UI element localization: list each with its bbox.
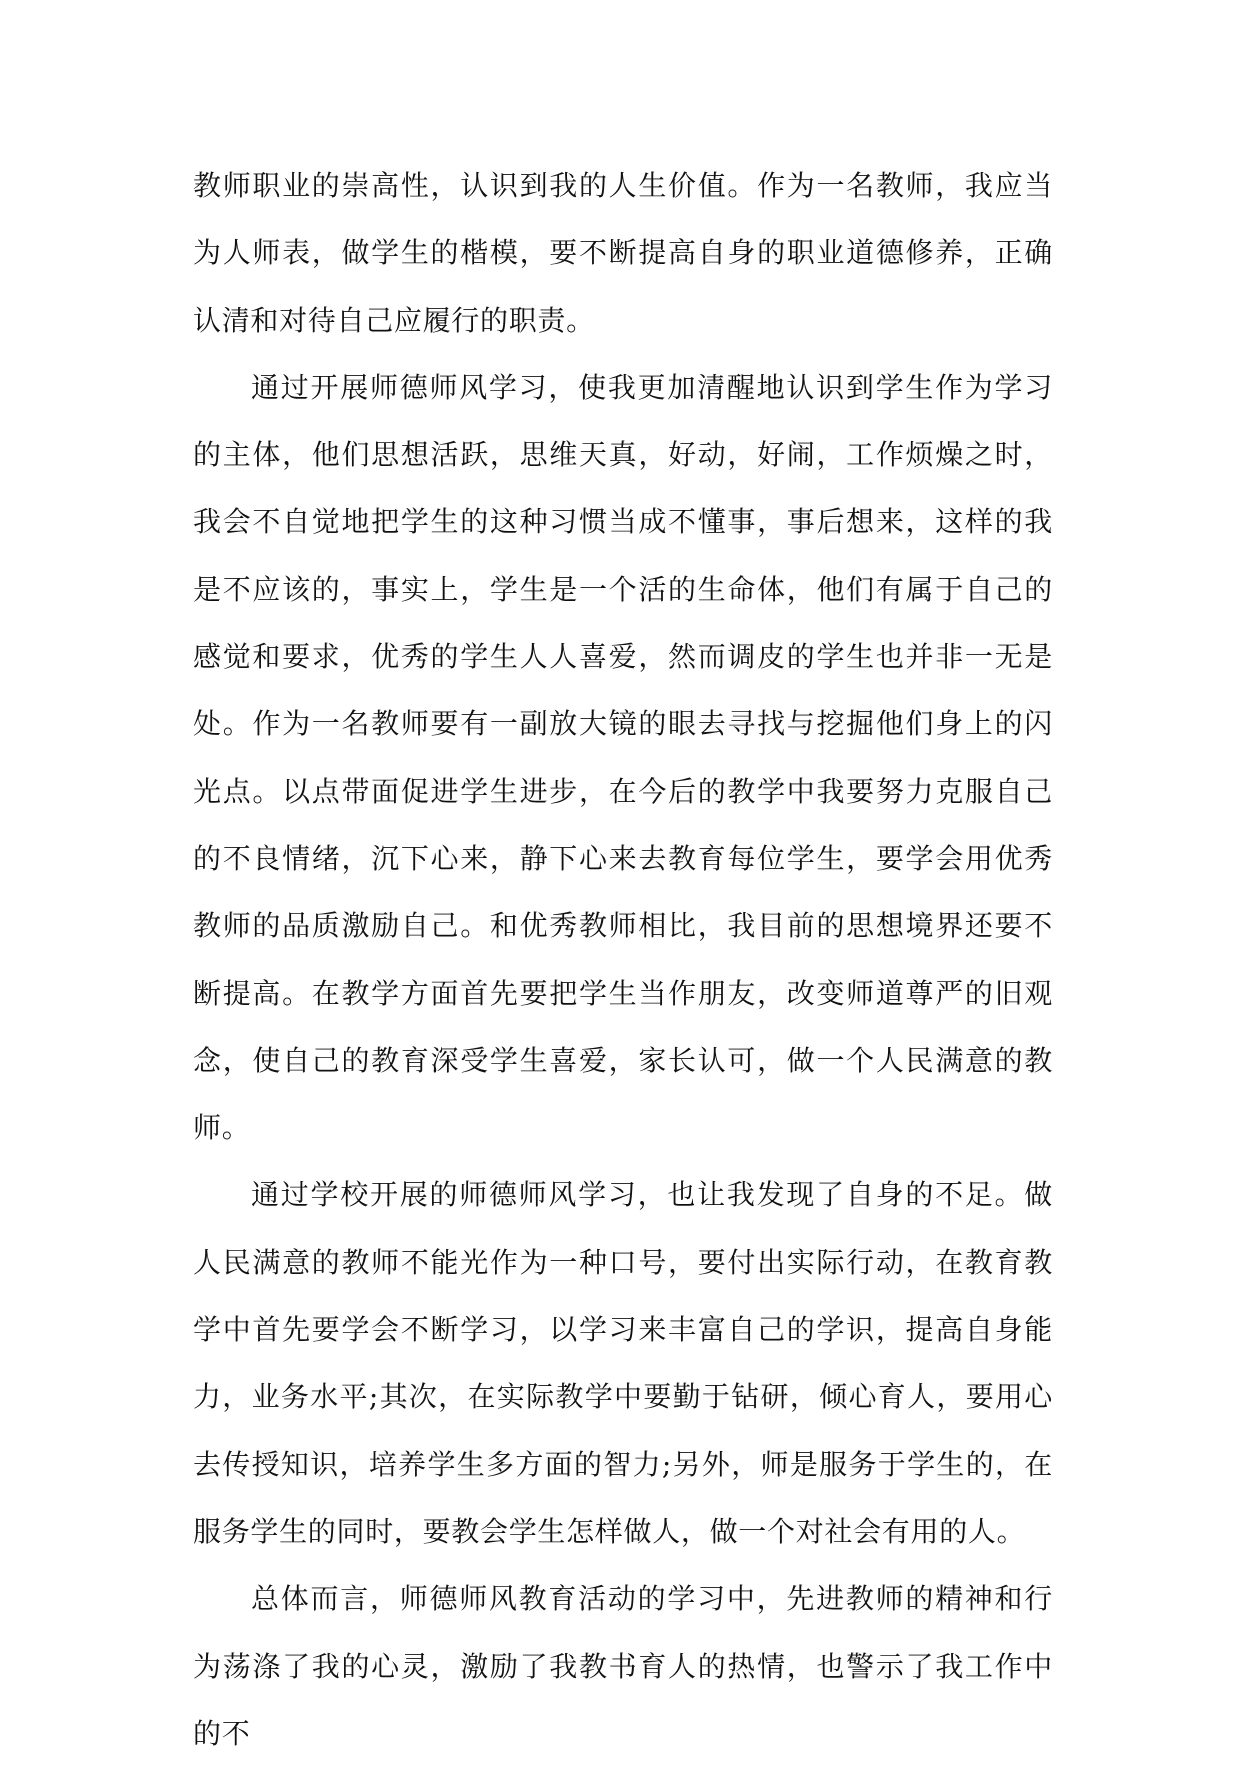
- paragraph-1: 教师职业的崇高性，认识到我的人生价值。作为一名教师，我应当为人师表，做学生的楷模，要不断提高自身的职业道德修养，正确认清和对待自己应履行的职责。: [193, 169, 1053, 337]
- document-body: [193, 152, 1053, 1767]
- paragraph-2: 通过开展师德师风学习，使我更加清醒地认识到学生作为学习的主体，他们思想活跃，思维天真，好动，好闹，工作烦燥之时，我会不自觉地把学生的这种习惯当成不懂事，事后想来，这样的我是不应该的，事实上，学生是一个活的生命体，他们有属于自己的感觉和要求，优秀的学生人人喜爱，然而调皮的学生也并非一无是处。作为一名教师要有一副放大镜的眼去寻找与挖掘他们身上的闪光点。以点带面促进学生进步，在今后的教学中我要努力克服自己的不良情绪，沉下心来，静下心来去教育每位学生，要学会用优秀教师的品质激励自己。和优秀教师相比，我目前的思想境界还要不断提高。在教学方面首先要把学生当作朋友，改变师道尊严的旧观念，使自己的教育深受学生喜爱，家长认可，做一个人民满意的教师。: [193, 370, 1053, 1145]
- paragraph-4: 总体而言，师德师风教育活动的学习中，先进教师的精神和行为荡涤了我的心灵，激励了我教书育人的热情，也警示了我工作中的不: [193, 1582, 1053, 1750]
- paragraph-3: 通过学校开展的师德师风学习，也让我发现了自身的不足。做人民满意的教师不能光作为一种口号，要付出实际行动，在教育教学中首先要学会不断学习，以学习来丰富自己的学识，提高自身能力，业务水平;其次，在实际教学中要勤于钻研，倾心育人，要用心去传授知识，培养学生多方面的智力;另外，师是服务于学生的，在服务学生的同时，要教会学生怎样做人，做一个对社会有用的人。: [193, 1178, 1053, 1548]
